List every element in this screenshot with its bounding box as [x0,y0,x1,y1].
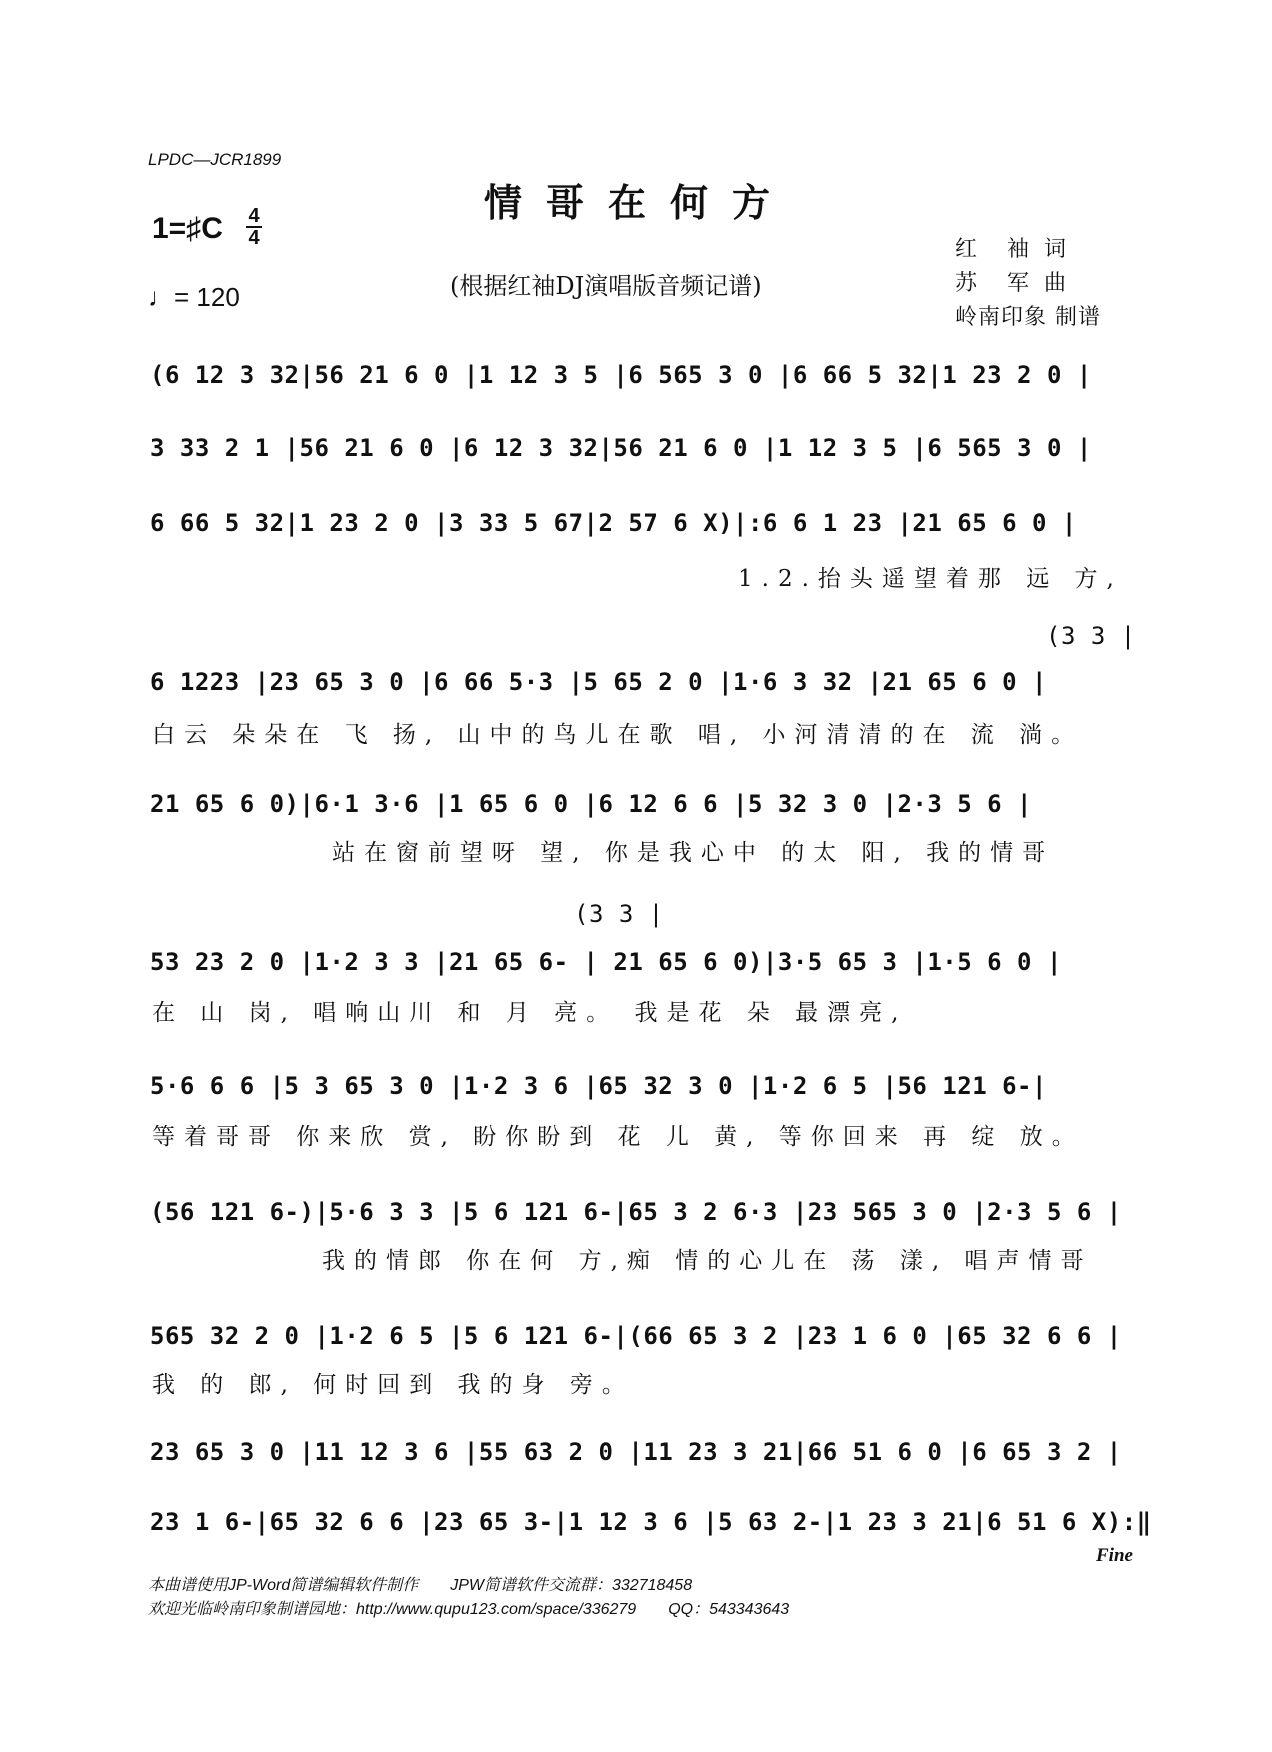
composer: 苏 军 曲 [955,271,1070,296]
subtitle: (根据红袖DJ演唱版音频记谱) [450,272,762,300]
time-signature [246,206,262,248]
notation-line-11: 23 1 6-|65 32 6 6 |23 65 3-|1 12 3 6 |5 63 2-|1 23 3 21|6 51 6 X):‖ [150,1508,1152,1536]
notation-line-2: 3 33 2 1 |56 21 6 0 |6 12 3 32|56 21 6 0 |1 12 3 5 |6 565 3 0 | [150,434,1092,462]
lyric-line-4: 白云 朵朵在 飞 扬, 山中的鸟儿在歌 唱, 小河清清的在 流 淌。 [152,722,1084,748]
lyric-line-6: 在 山 岗, 唱响山川 和 月 亮。 我是花 朵 最漂亮, [152,1000,908,1026]
footer-line-2: 欢迎光临岭南印象制谱园地：http://www.qupu123.com/space/336279 QQ：543343643 [148,1601,790,1618]
notation-line-1: (6 12 3 32|56 21 6 0 |1 12 3 5 |6 565 3 0 |6 66 5 32|1 23 2 0 | [150,361,1092,389]
notation-line-5: 21 65 6 0)|6·1 3·6 |1 65 6 0 |6 12 6 6 |5 32 3 0 |2·3 5 6 | [150,790,1033,818]
notation-line-3: 6 66 5 32|1 23 2 0 |3 33 5 67|2 57 6 X)|:6 6 1 23 |21 65 6 0 | [150,509,1077,537]
footer-line-1: 本曲谱使用JP-Word简谱编辑软件制作 JPW简谱软件交流群：332718458 [148,1577,693,1594]
fine-marking: Fine [1096,1545,1133,1566]
lyricist: 红 袖 词 [955,237,1070,262]
arranger: 岭南印象 制谱 [955,305,1101,330]
pickup-line-6: (3 3 | [574,900,664,928]
lyric-line-3: 1.2.抬头遥望着那 远 方, [738,566,1123,592]
key-signature: 1=♯C [152,212,223,245]
lyric-line-7: 等着哥哥 你来欣 赏, 盼你盼到 花 儿 黄, 等你回来 再 绽 放。 [152,1124,1084,1150]
notation-line-7: 5·6 6 6 |5 3 65 3 0 |1·2 3 6 |65 32 3 0 |1·2 6 5 |56 121 6-| [150,1072,1047,1100]
notation-line-6: 53 23 2 0 |1·2 3 3 |21 65 6- | 21 65 6 0)|3·5 65 3 |1·5 6 0 | [150,948,1062,976]
pickup-line-4: (3 3 | [1046,622,1136,650]
page-title: 情哥在何方 [484,180,795,225]
notation-line-4: 6 1223 |23 65 3 0 |6 66 5·3 |5 65 2 0 |1·6 3 32 |21 65 6 0 | [150,668,1047,696]
tempo-marking: ♩= 120 [148,282,240,312]
lyric-line-8: 我的情郎 你在何 方,痴 情的心儿在 荡 漾, 唱声情哥 [322,1248,1093,1274]
lyric-line-9: 我 的 郎, 何时回到 我的身 旁。 [152,1372,634,1398]
lyric-line-5: 站在窗前望呀 望, 你是我心中 的太 阳, 我的情哥 [332,840,1055,866]
time-signature-bottom: 4 [248,227,260,249]
notation-line-10: 23 65 3 0 |11 12 3 6 |55 63 2 0 |11 23 3 21|66 51 6 0 |6 65 3 2 | [150,1438,1122,1466]
time-signature-top: 4 [248,205,260,227]
notation-line-9: 565 32 2 0 |1·2 6 5 |5 6 121 6-|(66 65 3 2 |23 1 6 0 |65 32 6 6 | [150,1322,1122,1350]
notation-line-8: (56 121 6-)|5·6 3 3 |5 6 121 6-|65 3 2 6·3 |23 565 3 0 |2·3 5 6 | [150,1198,1122,1226]
score-code: LPDC—JCR1899 [148,150,282,169]
